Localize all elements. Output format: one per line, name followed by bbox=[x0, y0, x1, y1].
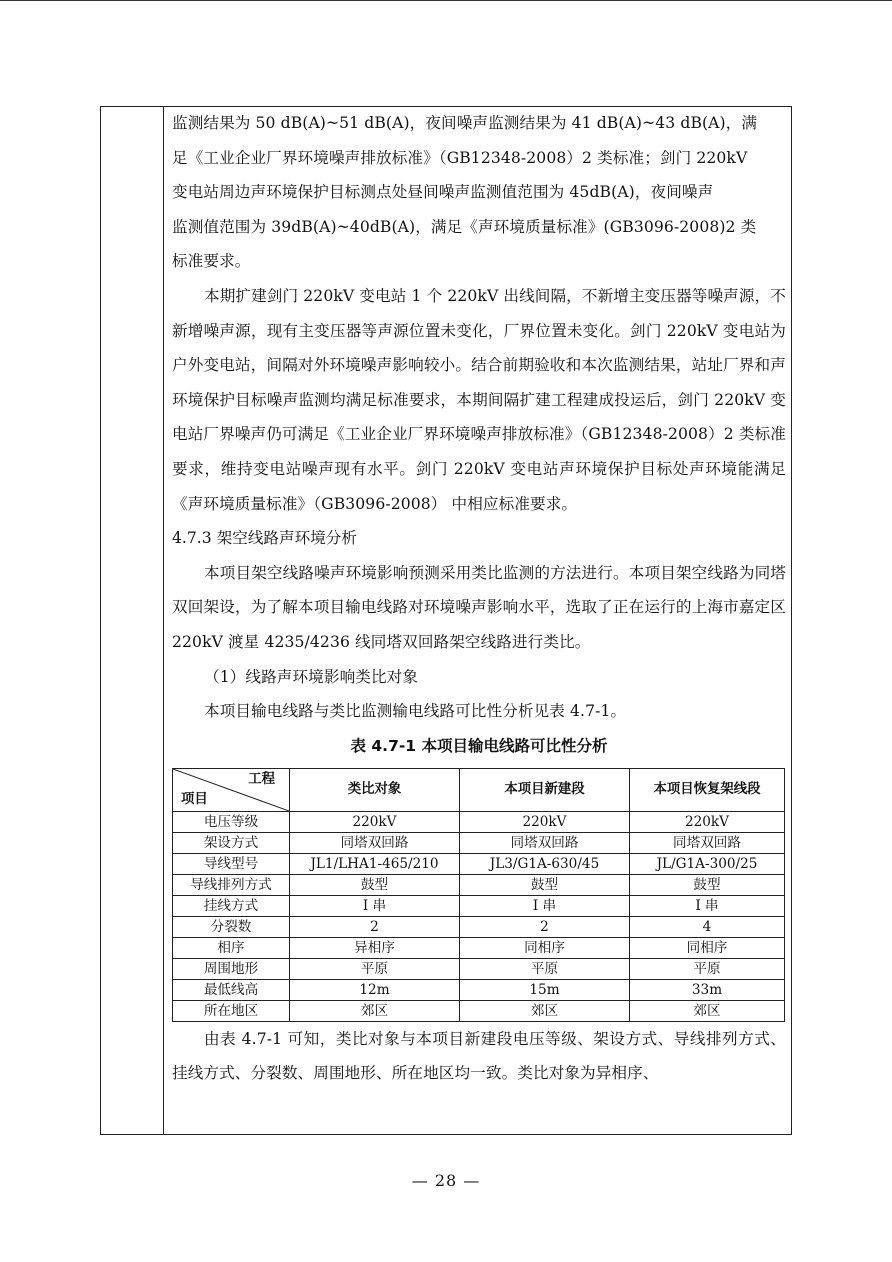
table-cell: 郊区 bbox=[460, 1000, 630, 1021]
text-line: 标准要求。 bbox=[172, 252, 251, 271]
table-cell: 220kV bbox=[460, 811, 630, 832]
table-cell: 4 bbox=[630, 916, 785, 937]
paragraph-analogy-method: 本项目架空线路噪声环境影响预测采用类比监测的方法进行。本项目架空线路为同塔双回架设，为了解本项目输电线路对环境噪声影响水平，选取了正在运行的上海市嘉定区 220kV 渡星 4235/4236 线同塔双回路架空线路进行类比。 bbox=[172, 563, 786, 651]
table-cell: JL/G1A-300/25 bbox=[630, 853, 785, 874]
table-cell: 异相序 bbox=[290, 937, 460, 958]
table-cell: 郊区 bbox=[290, 1000, 460, 1021]
table-cell: JL3/G1A-630/45 bbox=[460, 853, 630, 874]
table-cell: 同相序 bbox=[630, 937, 785, 958]
paragraph-conclusion: 由表 4.7-1 可知，类比对象与本项目新建段电压等级、架设方式、导线排列方式、挂线方式、分裂数、周围地形、所在地区均一致。类比对象为异相序、 bbox=[172, 1029, 786, 1083]
table-cell: 平原 bbox=[460, 958, 630, 979]
table-row bbox=[173, 874, 785, 895]
column-header: 类比对象 bbox=[290, 768, 460, 811]
table-cell: 2 bbox=[460, 916, 630, 937]
row-label: 导线排列方式 bbox=[173, 874, 290, 895]
text-line: 监测结果为 50 dB(A)~51 dB(A)，夜间噪声监测结果为 41 dB(A)~43 dB(A)，满 bbox=[172, 114, 758, 132]
table-header-row bbox=[173, 768, 785, 811]
content-area bbox=[172, 106, 786, 1091]
row-label: 周围地形 bbox=[173, 958, 290, 979]
table-cell: 2 bbox=[290, 916, 460, 937]
column-header: 本项目恢复架线段 bbox=[630, 768, 785, 811]
table-cell: 33m bbox=[630, 979, 785, 1000]
row-label: 所在地区 bbox=[173, 1000, 290, 1021]
table-corner-cell bbox=[173, 768, 290, 811]
paragraph-monitoring-results bbox=[172, 106, 786, 279]
section-heading-4-7-3: 4.7.3 架空线路声环境分析 bbox=[172, 529, 357, 548]
row-label: 电压等级 bbox=[173, 811, 290, 832]
text-line: 变电站周边声环境保护目标测点处昼间噪声监测值范围为 45dB(A)，夜间噪声 bbox=[172, 183, 714, 202]
page-number: — 28 — bbox=[411, 1171, 481, 1190]
table-cell: 平原 bbox=[290, 958, 460, 979]
table-cell: 15m bbox=[460, 979, 630, 1000]
table-row bbox=[173, 811, 785, 832]
row-label: 挂线方式 bbox=[173, 895, 290, 916]
table-cell: 鼓型 bbox=[630, 874, 785, 895]
row-label: 导线型号 bbox=[173, 853, 290, 874]
corner-label-project: 工程 bbox=[248, 771, 275, 787]
paragraph-substation-expansion: 本期扩建剑门 220kV 变电站 1 个 220kV 出线间隔，不新增主变压器等噪声源，不新增噪声源，现有主变压器等声源位置未变化，厂界位置未变化。剑门 220kV 变电站为户外变电站，间隔对外环境噪声影响较小。结合前期验收和本次监测结果，站址厂界和声环境保护目标噪声监测均满足标准要求，本期间隔扩建工程建成投运后，剑门 220kV 变电站厂界噪声仍可满足《工业企业厂界环境噪声排放标准》（GB12348-2008）2 类标准要求，维持变电站噪声现有水平。剑门 220kV 变电站声环境保护目标处声环境能满足《声环境质量标准》（GB3096-2008） 中相应标准要求。 bbox=[172, 286, 786, 513]
table-cell: 同塔双回路 bbox=[290, 832, 460, 853]
table-cell: 郊区 bbox=[630, 1000, 785, 1021]
table-caption: 表 4.7-1 本项目输电线路可比性分析 bbox=[350, 736, 608, 755]
table-cell: 220kV bbox=[290, 811, 460, 832]
table-cell: 鼓型 bbox=[460, 874, 630, 895]
table-cell: I 串 bbox=[290, 895, 460, 916]
frame-column-divider bbox=[163, 107, 164, 1134]
table-row bbox=[173, 958, 785, 979]
table-cell: 同塔双回路 bbox=[630, 832, 785, 853]
top-rule bbox=[0, 0, 892, 1]
table-row bbox=[173, 979, 785, 1000]
table-cell: 同相序 bbox=[460, 937, 630, 958]
column-header: 本项目新建段 bbox=[460, 768, 630, 811]
text-line: 足《工业企业厂界环境噪声排放标准》（GB12348-2008）2 类标准；剑门 220kV bbox=[172, 148, 748, 167]
table-cell: 12m bbox=[290, 979, 460, 1000]
row-label: 架设方式 bbox=[173, 832, 290, 853]
row-label: 分裂数 bbox=[173, 916, 290, 937]
table-cell: 220kV bbox=[630, 811, 785, 832]
sub-heading-analogy-object: （1）线路声环境影响类比对象 bbox=[204, 667, 419, 686]
table-cell: I 串 bbox=[460, 895, 630, 916]
paragraph-table-reference: 本项目输电线路与类比监测输电线路可比性分析见表 4.7-1。 bbox=[204, 702, 627, 721]
corner-label-item: 项目 bbox=[181, 791, 208, 807]
table-cell: 平原 bbox=[630, 958, 785, 979]
table-row bbox=[173, 916, 785, 937]
table-row bbox=[173, 832, 785, 853]
table-row bbox=[173, 1000, 785, 1021]
table-cell: 鼓型 bbox=[290, 874, 460, 895]
table-cell: JL1/LHA1-465/210 bbox=[290, 853, 460, 874]
comparability-table bbox=[172, 768, 785, 1022]
table-body bbox=[173, 811, 785, 1021]
table-row bbox=[173, 937, 785, 958]
table-row bbox=[173, 853, 785, 874]
row-label: 相序 bbox=[173, 937, 290, 958]
row-label: 最低线高 bbox=[173, 979, 290, 1000]
table-cell: I 串 bbox=[630, 895, 785, 916]
text-line: 监测值范围为 39dB(A)~40dB(A)，满足《声环境质量标准》(GB3096-2008)2 类 bbox=[172, 217, 757, 236]
table-row bbox=[173, 895, 785, 916]
table-cell: 同塔双回路 bbox=[460, 832, 630, 853]
